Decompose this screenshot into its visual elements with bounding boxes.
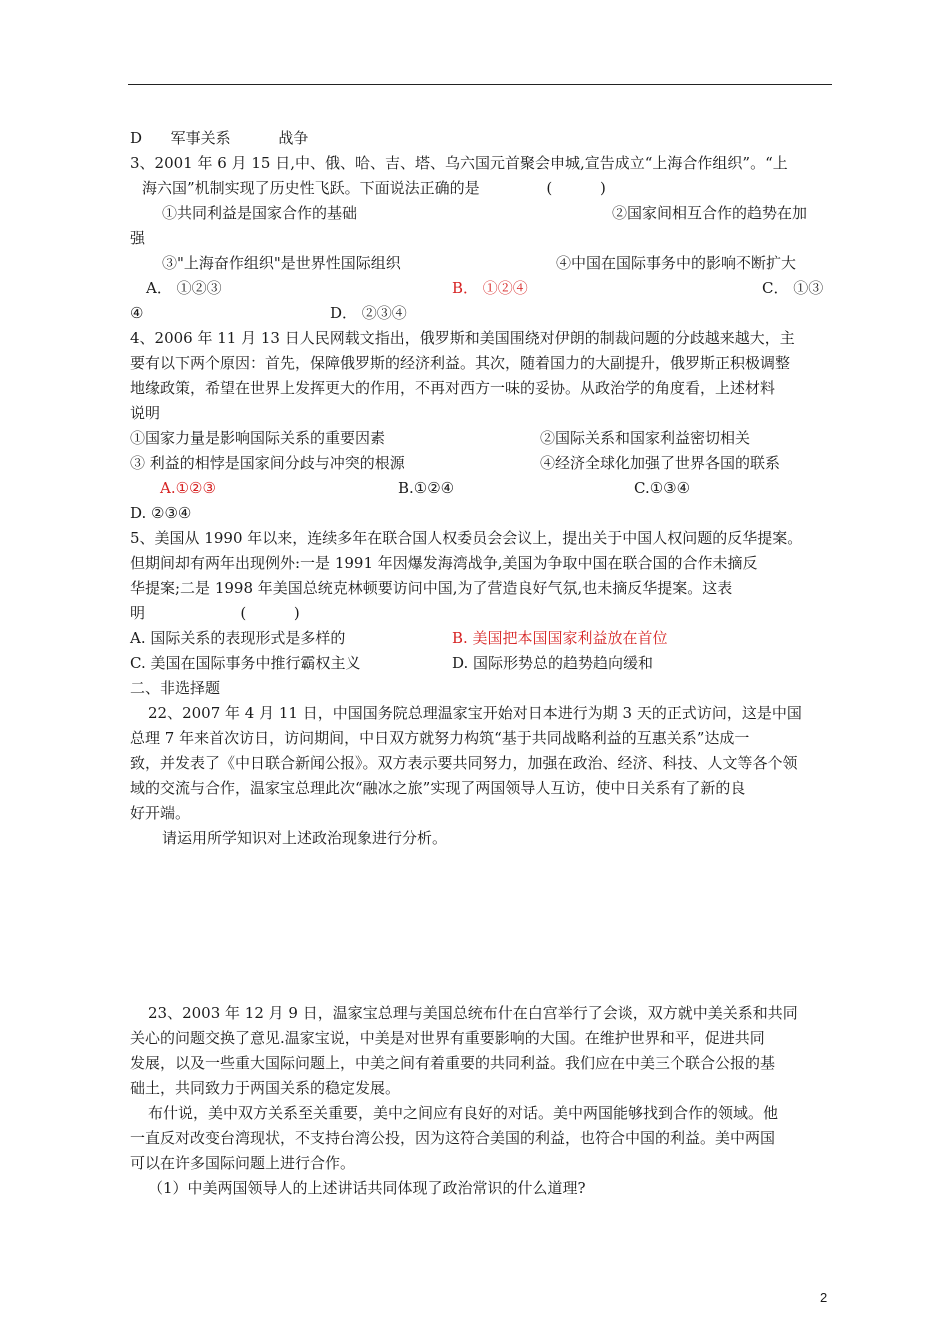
text-line: 说明 (130, 404, 161, 422)
text-line: 要有以下两个原因：首先，保障俄罗斯的经济利益。其次，随着国力的大副提升，俄罗斯正积极调整 (130, 354, 791, 372)
text-line: A. 国际关系的表现形式是多样的 (130, 629, 346, 647)
text-line: ①共同利益是国家合作的基础 (162, 204, 358, 222)
text-line: 发展，以及一些重大国际问题上，中美之间有着重要的共同利益。我们应在中美三个联合公报的基 (130, 1054, 776, 1072)
text-line: ②国家间相互合作的趋势在加 (612, 204, 808, 222)
text-line: ③ 利益的相悖是国家间分歧与冲突的根源 (130, 454, 405, 472)
text-line: 好开端。 (130, 804, 191, 822)
text-line: 强 (130, 229, 146, 247)
text-line: C. 美国在国际事务中推行霸权主义 (130, 654, 361, 672)
text-line: D. 国际形势总的趋势趋向缓和 (452, 654, 654, 672)
text-line: ②国际关系和国家利益密切相关 (540, 429, 751, 447)
text-line: 可以在许多国际问题上进行合作。 (130, 1154, 356, 1172)
text-line: 4、2006 年 11 月 13 日人民网载文指出，俄罗斯和美国围绕对伊朗的制裁问题的分歧越来越大，主 (130, 329, 795, 347)
text-line: 域的交流与合作，温家宝总理此次“融冰之旅”实现了两国领导人互访，使中日关系有了新的良 (130, 779, 746, 797)
text-line: ④经济全球化加强了世界各国的联系 (540, 454, 781, 472)
text-line: 总理 7 年来首次访日，访问期间，中日双方就努力构筑“基于共同战略利益的互惠关系”达成一 (130, 729, 750, 747)
text-line: C． ①③ (762, 279, 824, 297)
text-line: B. 美国把本国国家利益放在首位 (452, 629, 668, 647)
text-line: D. ②③④ (130, 504, 192, 522)
text-line: 布什说，美中双方关系至关重要，美中之间应有良好的对话。美中两国能够找到合作的领域。他 (148, 1104, 779, 1122)
page-number: 2 (820, 1290, 828, 1305)
text-line: 明 ( ) (130, 604, 300, 622)
text-line: 关心的问题交换了意见.温家宝说，中美是对世界有重要影响的大国。在维护世界和平，促进共同 (130, 1029, 765, 1047)
text-line: 3、2001 年 6 月 15 日,中、俄、哈、吉、塔、乌六国元首聚会申城,宣告成立“上海合作组织”。“上 (130, 154, 788, 172)
text-line: 请运用所学知识对上述政治现象进行分析。 (162, 829, 448, 847)
text-line: 二、非选择题 (130, 679, 221, 697)
text-line: ①国家力量是影响国际关系的重要因素 (130, 429, 386, 447)
text-line: C.①③④ (634, 479, 691, 497)
text-line: 5、美国从 1990 年以来，连续多年在联合国人权委员会会议上，提出关于中国人权问题的反华提案。 (130, 529, 803, 547)
text-line: A． ①②③ (146, 279, 222, 297)
text-line: A.①②③ (160, 479, 216, 497)
text-line: 但期间却有两年出现例外:一是 1991 年因爆发海湾战争,美国为争取中国在联合国的合作未摘反 (130, 554, 758, 572)
text-line: 海六国”机制实现了历史性飞跃。下面说法正确的是 ( ) (142, 179, 606, 197)
text-line: 础土，共同致力于两国关系的稳定发展。 (130, 1079, 401, 1097)
header-rule (128, 84, 832, 85)
text-line: ③"上海奋作组织"是世界性国际组织 (162, 254, 401, 272)
text-line: （1）中美两国领导人的上述讲话共同体现了政治常识的什么道理? (148, 1179, 586, 1197)
text-line: B.①②④ (398, 479, 455, 497)
text-line: D． ②③④ (330, 304, 407, 322)
text-line: D 军事关系 战争 (130, 129, 309, 147)
text-line: 22、2007 年 4 月 11 日，中国国务院总理温家宝开始对日本进行为期 3 天的正式访问，这是中国 (148, 704, 802, 722)
text-line: 一直反对改变台湾现状，不支持台湾公投，因为这符合美国的利益，也符合中国的利益。美中两国 (130, 1129, 776, 1147)
text-line: 致，并发表了《中日联合新闻公报》。双方表示要共同努力，加强在政治、经济、科技、人文等各个领 (130, 754, 798, 772)
text-line: 华提案;二是 1998 年美国总统克林顿要访问中国,为了营造良好气氛,也未摘反华提案。这表 (130, 579, 733, 597)
text-line: 地缘政策，希望在世界上发挥更大的作用，不再对西方一味的妥协。从政治学的角度看，上述材料 (130, 379, 776, 397)
text-line: ④ (130, 304, 144, 322)
text-line: 23、2003 年 12 月 9 日，温家宝总理与美国总统布什在白宫举行了会谈，双方就中美关系和共同 (148, 1004, 798, 1022)
text-line: B． ①②④ (452, 279, 528, 297)
text-line: ④中国在国际事务中的影响不断扩大 (556, 254, 797, 272)
